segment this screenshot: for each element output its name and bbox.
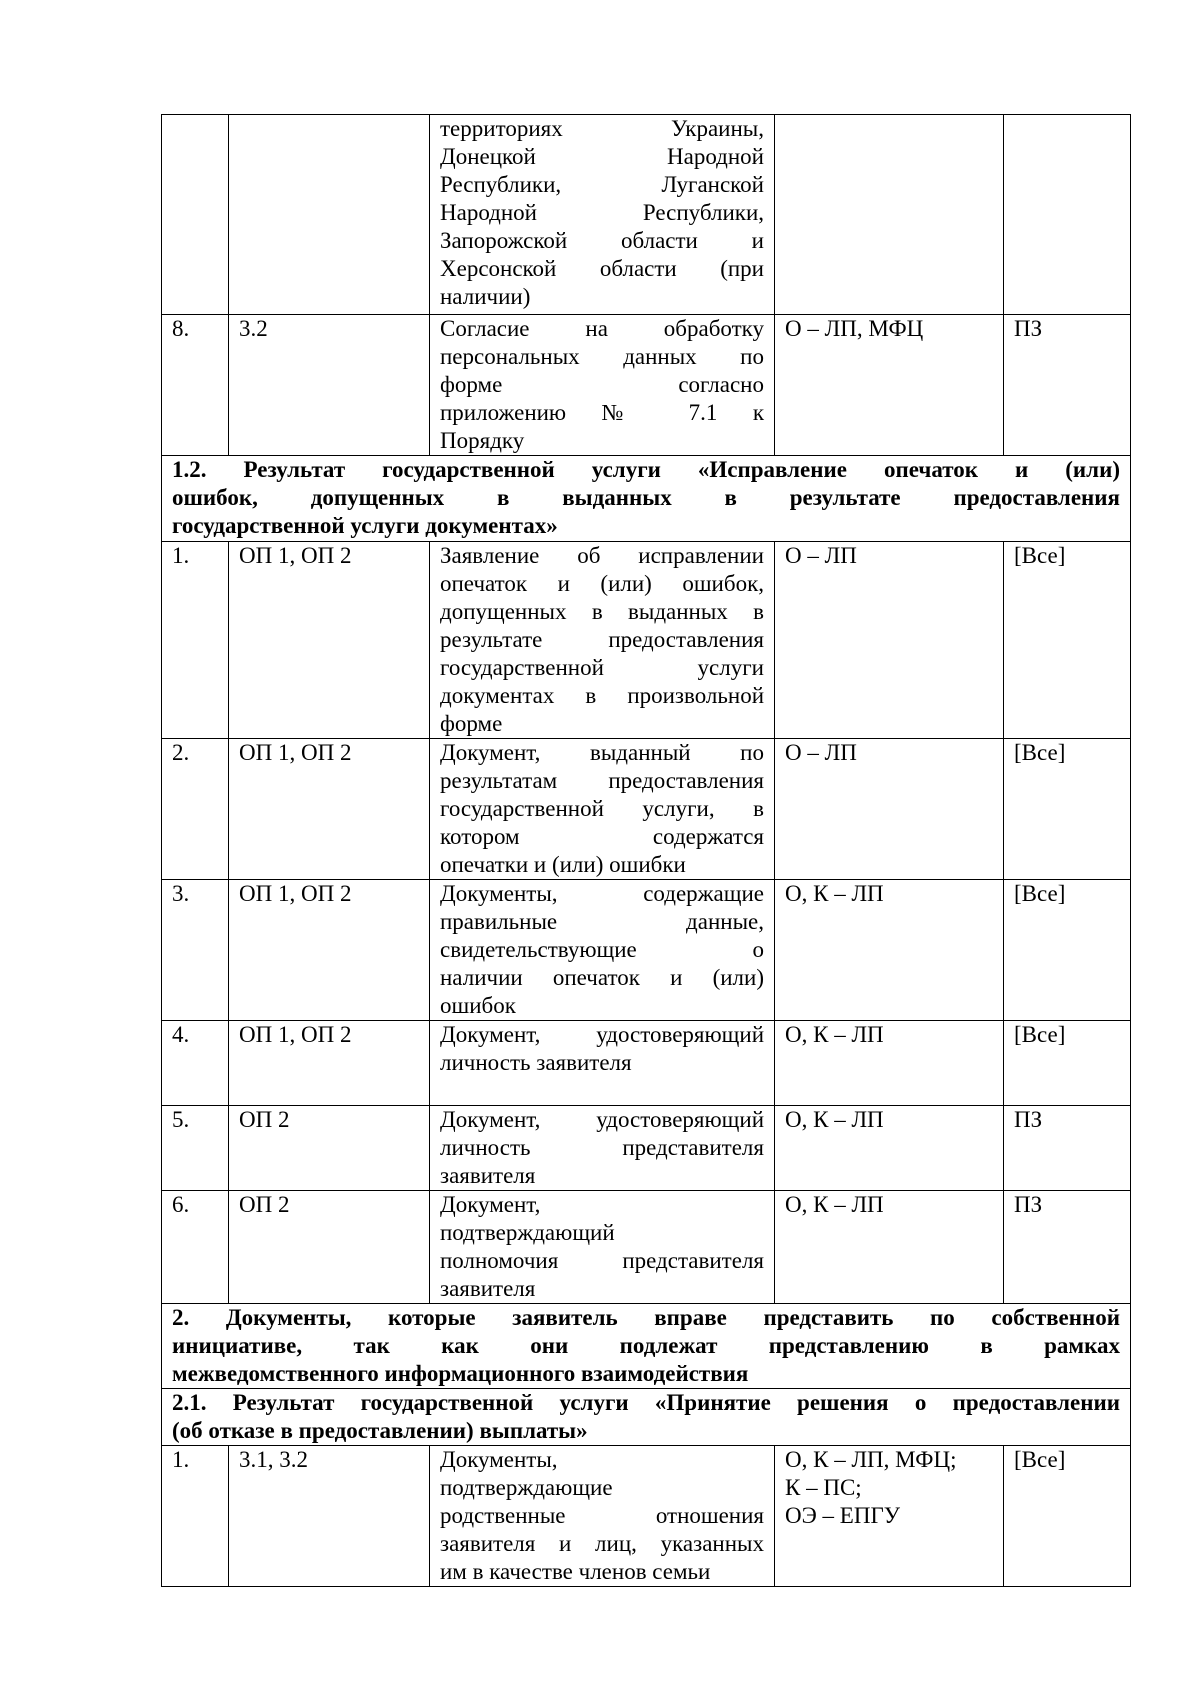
text-line: наличии опечаток и (или) bbox=[440, 965, 764, 990]
submission-form: О, К – ЛП bbox=[775, 1021, 1004, 1106]
table-row bbox=[162, 1446, 1131, 1587]
row-code: ОП 2 bbox=[229, 1191, 430, 1304]
row-number: 1. bbox=[162, 1446, 229, 1587]
text-line: личность заявителя bbox=[440, 1050, 632, 1075]
text-line: котором содержатся bbox=[440, 824, 764, 849]
text-line: 2.1. Результат государственной услуги «Принятие решения о предоставлении bbox=[172, 1390, 1120, 1415]
row-code: 3.2 bbox=[229, 315, 430, 456]
document-name bbox=[430, 880, 775, 1021]
table-row bbox=[162, 115, 1131, 315]
row-code: ОП 1, ОП 2 bbox=[229, 880, 430, 1021]
text-line: родственные отношения bbox=[440, 1503, 764, 1528]
text-line: Документ, выданный по bbox=[440, 740, 764, 765]
text-line: результатам предоставления bbox=[440, 768, 764, 793]
text-line: форме bbox=[440, 711, 503, 736]
row-code: ОП 1, ОП 2 bbox=[229, 542, 430, 739]
document-page bbox=[161, 114, 1130, 1587]
submission-form: О, К – ЛП bbox=[775, 880, 1004, 1021]
table-row bbox=[162, 1021, 1131, 1106]
row-code: ОП 1, ОП 2 bbox=[229, 1021, 430, 1106]
section-row bbox=[162, 456, 1131, 542]
text-line: заявителя и лиц, указанных bbox=[440, 1531, 764, 1556]
row-number: 4. bbox=[162, 1021, 229, 1106]
text-line: Документы, bbox=[440, 1447, 558, 1472]
document-name bbox=[430, 739, 775, 880]
document-name bbox=[430, 1191, 775, 1304]
section-heading-2 bbox=[162, 1304, 1131, 1389]
text-line: приложению № 7.1 к bbox=[440, 400, 764, 425]
document-name bbox=[430, 542, 775, 739]
text-line: Запорожской области и bbox=[440, 228, 764, 253]
row-number: 2. bbox=[162, 739, 229, 880]
document-name bbox=[430, 1106, 775, 1191]
document-name bbox=[430, 1021, 775, 1106]
form-line: О, К – ЛП, МФЦ; bbox=[785, 1447, 957, 1472]
text-line: заявителя bbox=[440, 1163, 536, 1188]
table-row bbox=[162, 739, 1131, 880]
text-line: им в качестве членов семьи bbox=[440, 1559, 711, 1584]
text-line: инициативе, так как они подлежат представлению в рамках bbox=[172, 1333, 1120, 1358]
submission-form: О – ЛП bbox=[775, 739, 1004, 880]
row-code: ОП 2 bbox=[229, 1106, 430, 1191]
text-line: Порядку bbox=[440, 428, 525, 453]
text-line: (об отказе в предоставлении) выплаты» bbox=[172, 1418, 588, 1443]
text-line: допущенных в выданных в bbox=[440, 599, 764, 624]
text-line: Заявление об исправлении bbox=[440, 543, 764, 568]
applicability-tag: ПЗ bbox=[1004, 1106, 1131, 1191]
text-line: документах в произвольной bbox=[440, 683, 764, 708]
text-line: заявителя bbox=[440, 1276, 536, 1301]
row-code: 3.1, 3.2 bbox=[229, 1446, 430, 1587]
row-number bbox=[162, 115, 229, 315]
row-code bbox=[229, 115, 430, 315]
text-line: 1.2. Результат государственной услуги «Исправление опечаток и (или) bbox=[172, 457, 1120, 482]
document-name bbox=[430, 115, 775, 315]
text-line: опечаток и (или) ошибок, bbox=[440, 571, 764, 596]
text-line: Республики, Луганской bbox=[440, 172, 764, 197]
text-line: межведомственного информационного взаимодействия bbox=[172, 1361, 749, 1386]
submission-form bbox=[775, 115, 1004, 315]
section-heading-1-2 bbox=[162, 456, 1131, 542]
submission-form: О – ЛП bbox=[775, 542, 1004, 739]
applicability-tag: [Все] bbox=[1004, 542, 1131, 739]
applicability-tag bbox=[1004, 115, 1131, 315]
table-row bbox=[162, 542, 1131, 739]
applicability-tag: ПЗ bbox=[1004, 315, 1131, 456]
text-line: свидетельствующие о bbox=[440, 937, 764, 962]
submission-form: О, К – ЛП bbox=[775, 1106, 1004, 1191]
text-line: Документ, bbox=[440, 1192, 541, 1217]
applicability-tag: [Все] bbox=[1004, 1021, 1131, 1106]
text-line: персональных данных по bbox=[440, 344, 764, 369]
text-line: Народной Республики, bbox=[440, 200, 764, 225]
table-row bbox=[162, 1191, 1131, 1304]
row-code: ОП 1, ОП 2 bbox=[229, 739, 430, 880]
applicability-tag: [Все] bbox=[1004, 1446, 1131, 1587]
applicability-tag: [Все] bbox=[1004, 739, 1131, 880]
section-heading-2-1 bbox=[162, 1389, 1131, 1446]
row-number: 3. bbox=[162, 880, 229, 1021]
documents-table bbox=[161, 114, 1131, 1587]
row-number: 6. bbox=[162, 1191, 229, 1304]
text-line: Донецкой Народной bbox=[440, 144, 764, 169]
text-line: наличии) bbox=[440, 284, 531, 309]
text-line: подтверждающие bbox=[440, 1475, 613, 1500]
table-row bbox=[162, 315, 1131, 456]
text-line: государственной услуги, в bbox=[440, 796, 764, 821]
text-line: 2. Документы, которые заявитель вправе представить по собственной bbox=[172, 1305, 1120, 1330]
section-row bbox=[162, 1304, 1131, 1389]
text-line: опечатки и (или) ошибки bbox=[440, 852, 686, 877]
submission-form: О, К – ЛП bbox=[775, 1191, 1004, 1304]
text-line: государственной услуги документах» bbox=[172, 513, 558, 538]
submission-form: О – ЛП, МФЦ bbox=[775, 315, 1004, 456]
submission-form bbox=[775, 1446, 1004, 1587]
applicability-tag: [Все] bbox=[1004, 880, 1131, 1021]
text-line: ошибок bbox=[440, 993, 516, 1018]
section-row bbox=[162, 1389, 1131, 1446]
document-name bbox=[430, 1446, 775, 1587]
form-line: К – ПС; bbox=[785, 1475, 862, 1500]
applicability-tag: ПЗ bbox=[1004, 1191, 1131, 1304]
text-line: личность представителя bbox=[440, 1135, 764, 1160]
row-number: 1. bbox=[162, 542, 229, 739]
row-number: 5. bbox=[162, 1106, 229, 1191]
text-line: ошибок, допущенных в выданных в результате предоставления bbox=[172, 485, 1120, 510]
text-line: государственной услуги bbox=[440, 655, 764, 680]
form-line: ОЭ – ЕПГУ bbox=[785, 1503, 901, 1528]
text-line: территориях Украины, bbox=[440, 116, 764, 141]
row-number: 8. bbox=[162, 315, 229, 456]
text-line: Документ, удостоверяющий bbox=[440, 1107, 764, 1132]
text-line: Херсонской области (при bbox=[440, 256, 764, 281]
text-line: Согласие на обработку bbox=[440, 316, 764, 341]
text-line: полномочия представителя bbox=[440, 1248, 764, 1273]
text-line: результате предоставления bbox=[440, 627, 764, 652]
table-row bbox=[162, 1106, 1131, 1191]
text-line: Документ, удостоверяющий bbox=[440, 1022, 764, 1047]
text-line: правильные данные, bbox=[440, 909, 764, 934]
text-line: Документы, содержащие bbox=[440, 881, 764, 906]
text-line: форме согласно bbox=[440, 372, 764, 397]
document-name bbox=[430, 315, 775, 456]
text-line: подтверждающий bbox=[440, 1220, 615, 1245]
table-row bbox=[162, 880, 1131, 1021]
